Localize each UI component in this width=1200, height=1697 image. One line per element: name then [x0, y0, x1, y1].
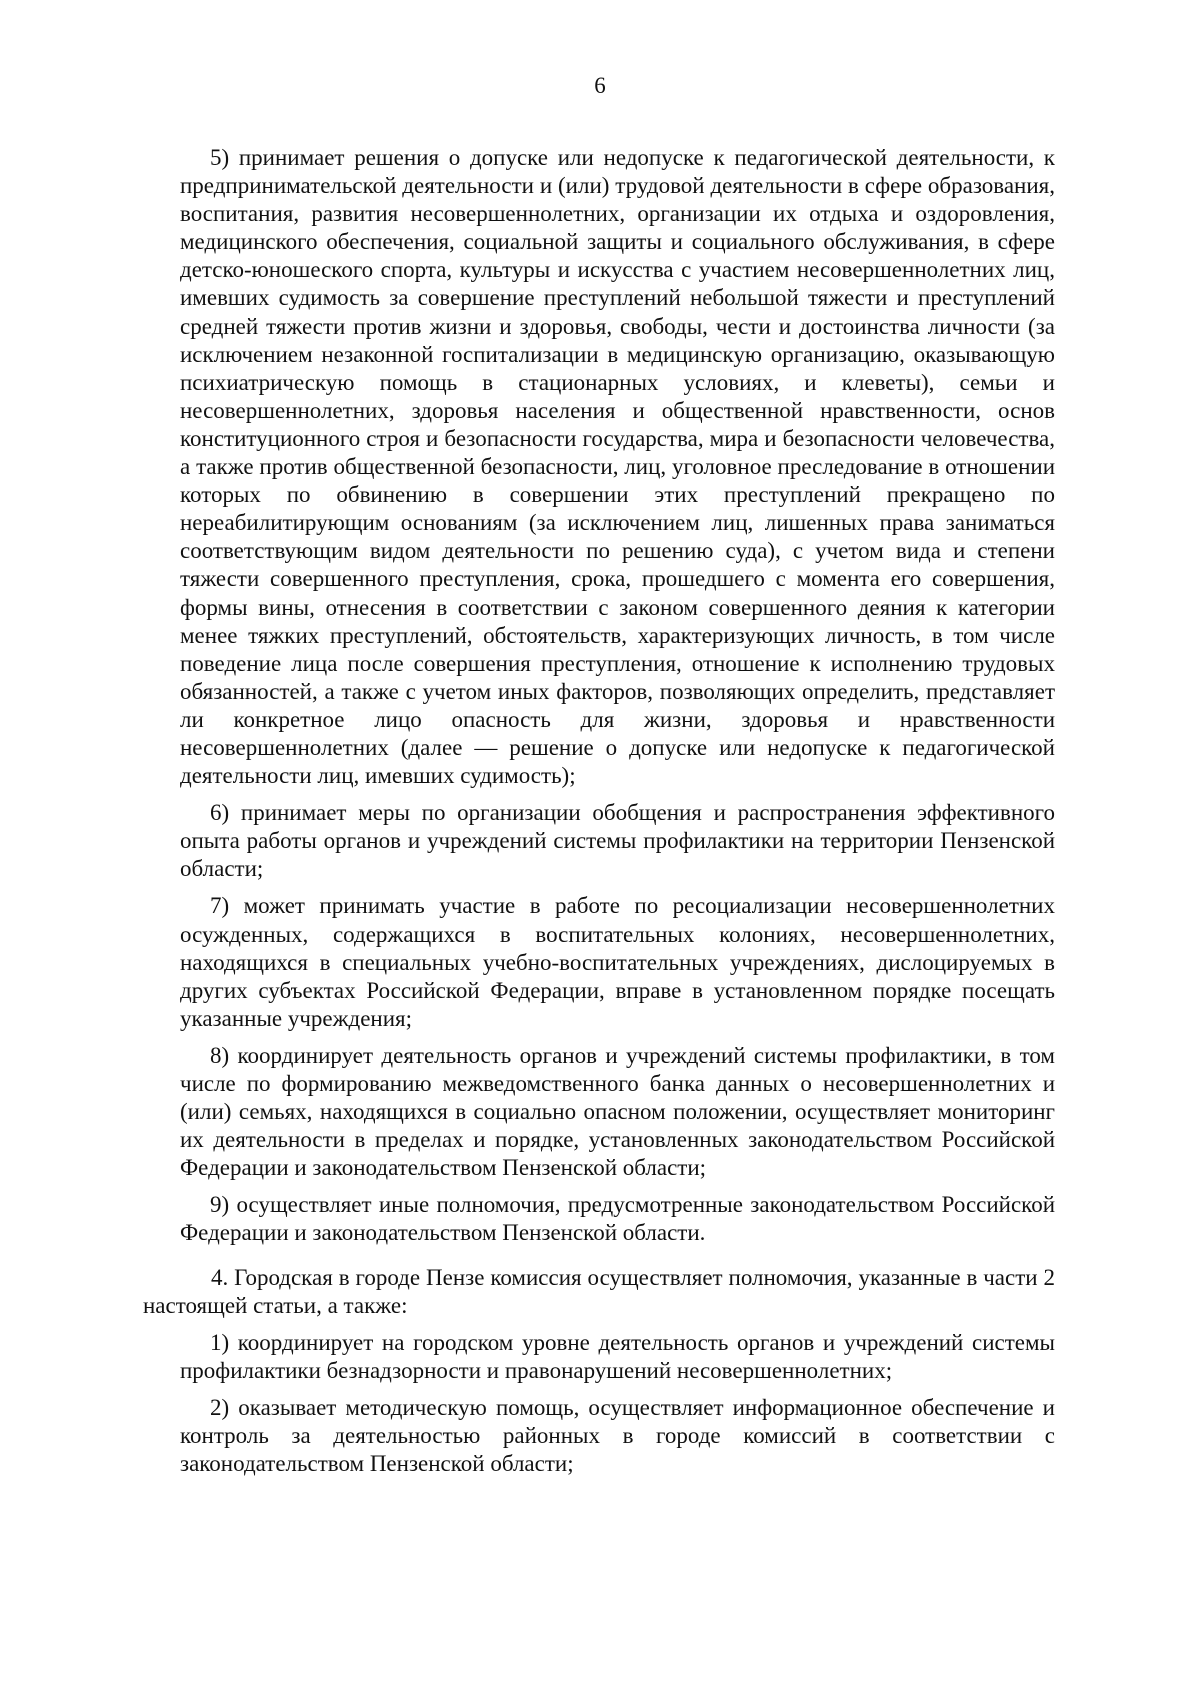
paragraph-item-9: 9) осуществляет иные полномочия, предусмотренные законодательством Российской Федерации и законодательством Пензенской области. [180, 1192, 1055, 1246]
document-body [143, 144, 1055, 1487]
paragraph-subitem-1: 1) координирует на городском уровне деятельность органов и учреждений системы профилактики безнадзорности и правонарушений несовершеннолетних; [180, 1329, 1055, 1383]
paragraph-item-5: 5) принимает решения о допуске или недопуске к педагогической деятельности, к предпринимательской деятельности и (или) трудовой деятельности в сфере образования, воспитания, развития несовершеннолетних, организации их отдыха и оздоровления, медицинского обеспечения, социальной защиты и социального обслуживания, в сфере детско-юношеского спорта, культуры и искусства с участием несовершеннолетних лиц, имевших судимость за совершение преступлений небольшой тяжести и преступлений средней тяжести против жизни и здоровья, свободы, чести и достоинства личности (за исключением незаконной госпитализации в медицинскую организацию, оказывающую психиатрическую помощь в стационарных условиях, и клеветы), семьи и несовершеннолетних, здоровья населения и общественной нравственности, основ конституционного строя и безопасности государства, мира и безопасности человечества, а также против общественной безопасности, лиц, уголовное преследование в отношении которых по обвинению в совершении этих преступлений прекращено по нереабилитирующим основаниям (за исключением лиц, лишенных права заниматься соответствующим видом деятельности по решению суда), с учетом вида и степени тяжести совершенного преступления, срока, прошедшего с момента его совершения, формы вины, отнесения в соответствии с законом совершенного деяния к категории менее тяжких преступлений, обстоятельств, характеризующих личность, в том числе поведение лица после совершения преступления, отношение к исполнению трудовых обязанностей, а также с учетом иных факторов, позволяющих определить, представляет ли конкретное лицо опасность для жизни, здоровья и нравственности несовершеннолетних (далее — решение о допуске или недопуске к педагогической деятельности лиц, имевших судимость); [180, 145, 1055, 789]
paragraph-item-8: 8) координирует деятельность органов и учреждений системы профилактики, в том числе по формированию межведомственного банка данных о несовершеннолетних и (или) семьях, находящихся в социально опасном положении, осуществляет мониторинг их деятельности в пределах и порядке, установленных законодательством Российской Федерации и законодательством Пензенской области; [180, 1042, 1055, 1181]
paragraph-item-7: 7) может принимать участие в работе по ресоциализации несовершеннолетних осужденных, содержащихся в воспитательных колониях, несовершеннолетних, находящихся в специальных учебно-воспитательных учреждениях, дислоцируемых в других субъектах Российской Федерации, вправе в установленном порядке посещать указанные учреждения; [180, 893, 1055, 1031]
page-number: 6 [594, 73, 606, 98]
paragraph-subitem-2: 2) оказывает методическую помощь, осуществляет информационное обеспечение и контроль за деятельностью районных в городе комиссий в соответствии с законодательством Пензенской области; [180, 1394, 1055, 1477]
paragraph-item-6: 6) принимает меры по организации обобщения и распространения эффективного опыта работы органов и учреждений системы профилактики на территории Пензенской области; [180, 800, 1055, 882]
paragraph-part-4: 4. Городская в городе Пензе комиссия осуществляет полномочия, указанные в части 2 настоящей статьи, а также: [143, 1264, 1055, 1318]
